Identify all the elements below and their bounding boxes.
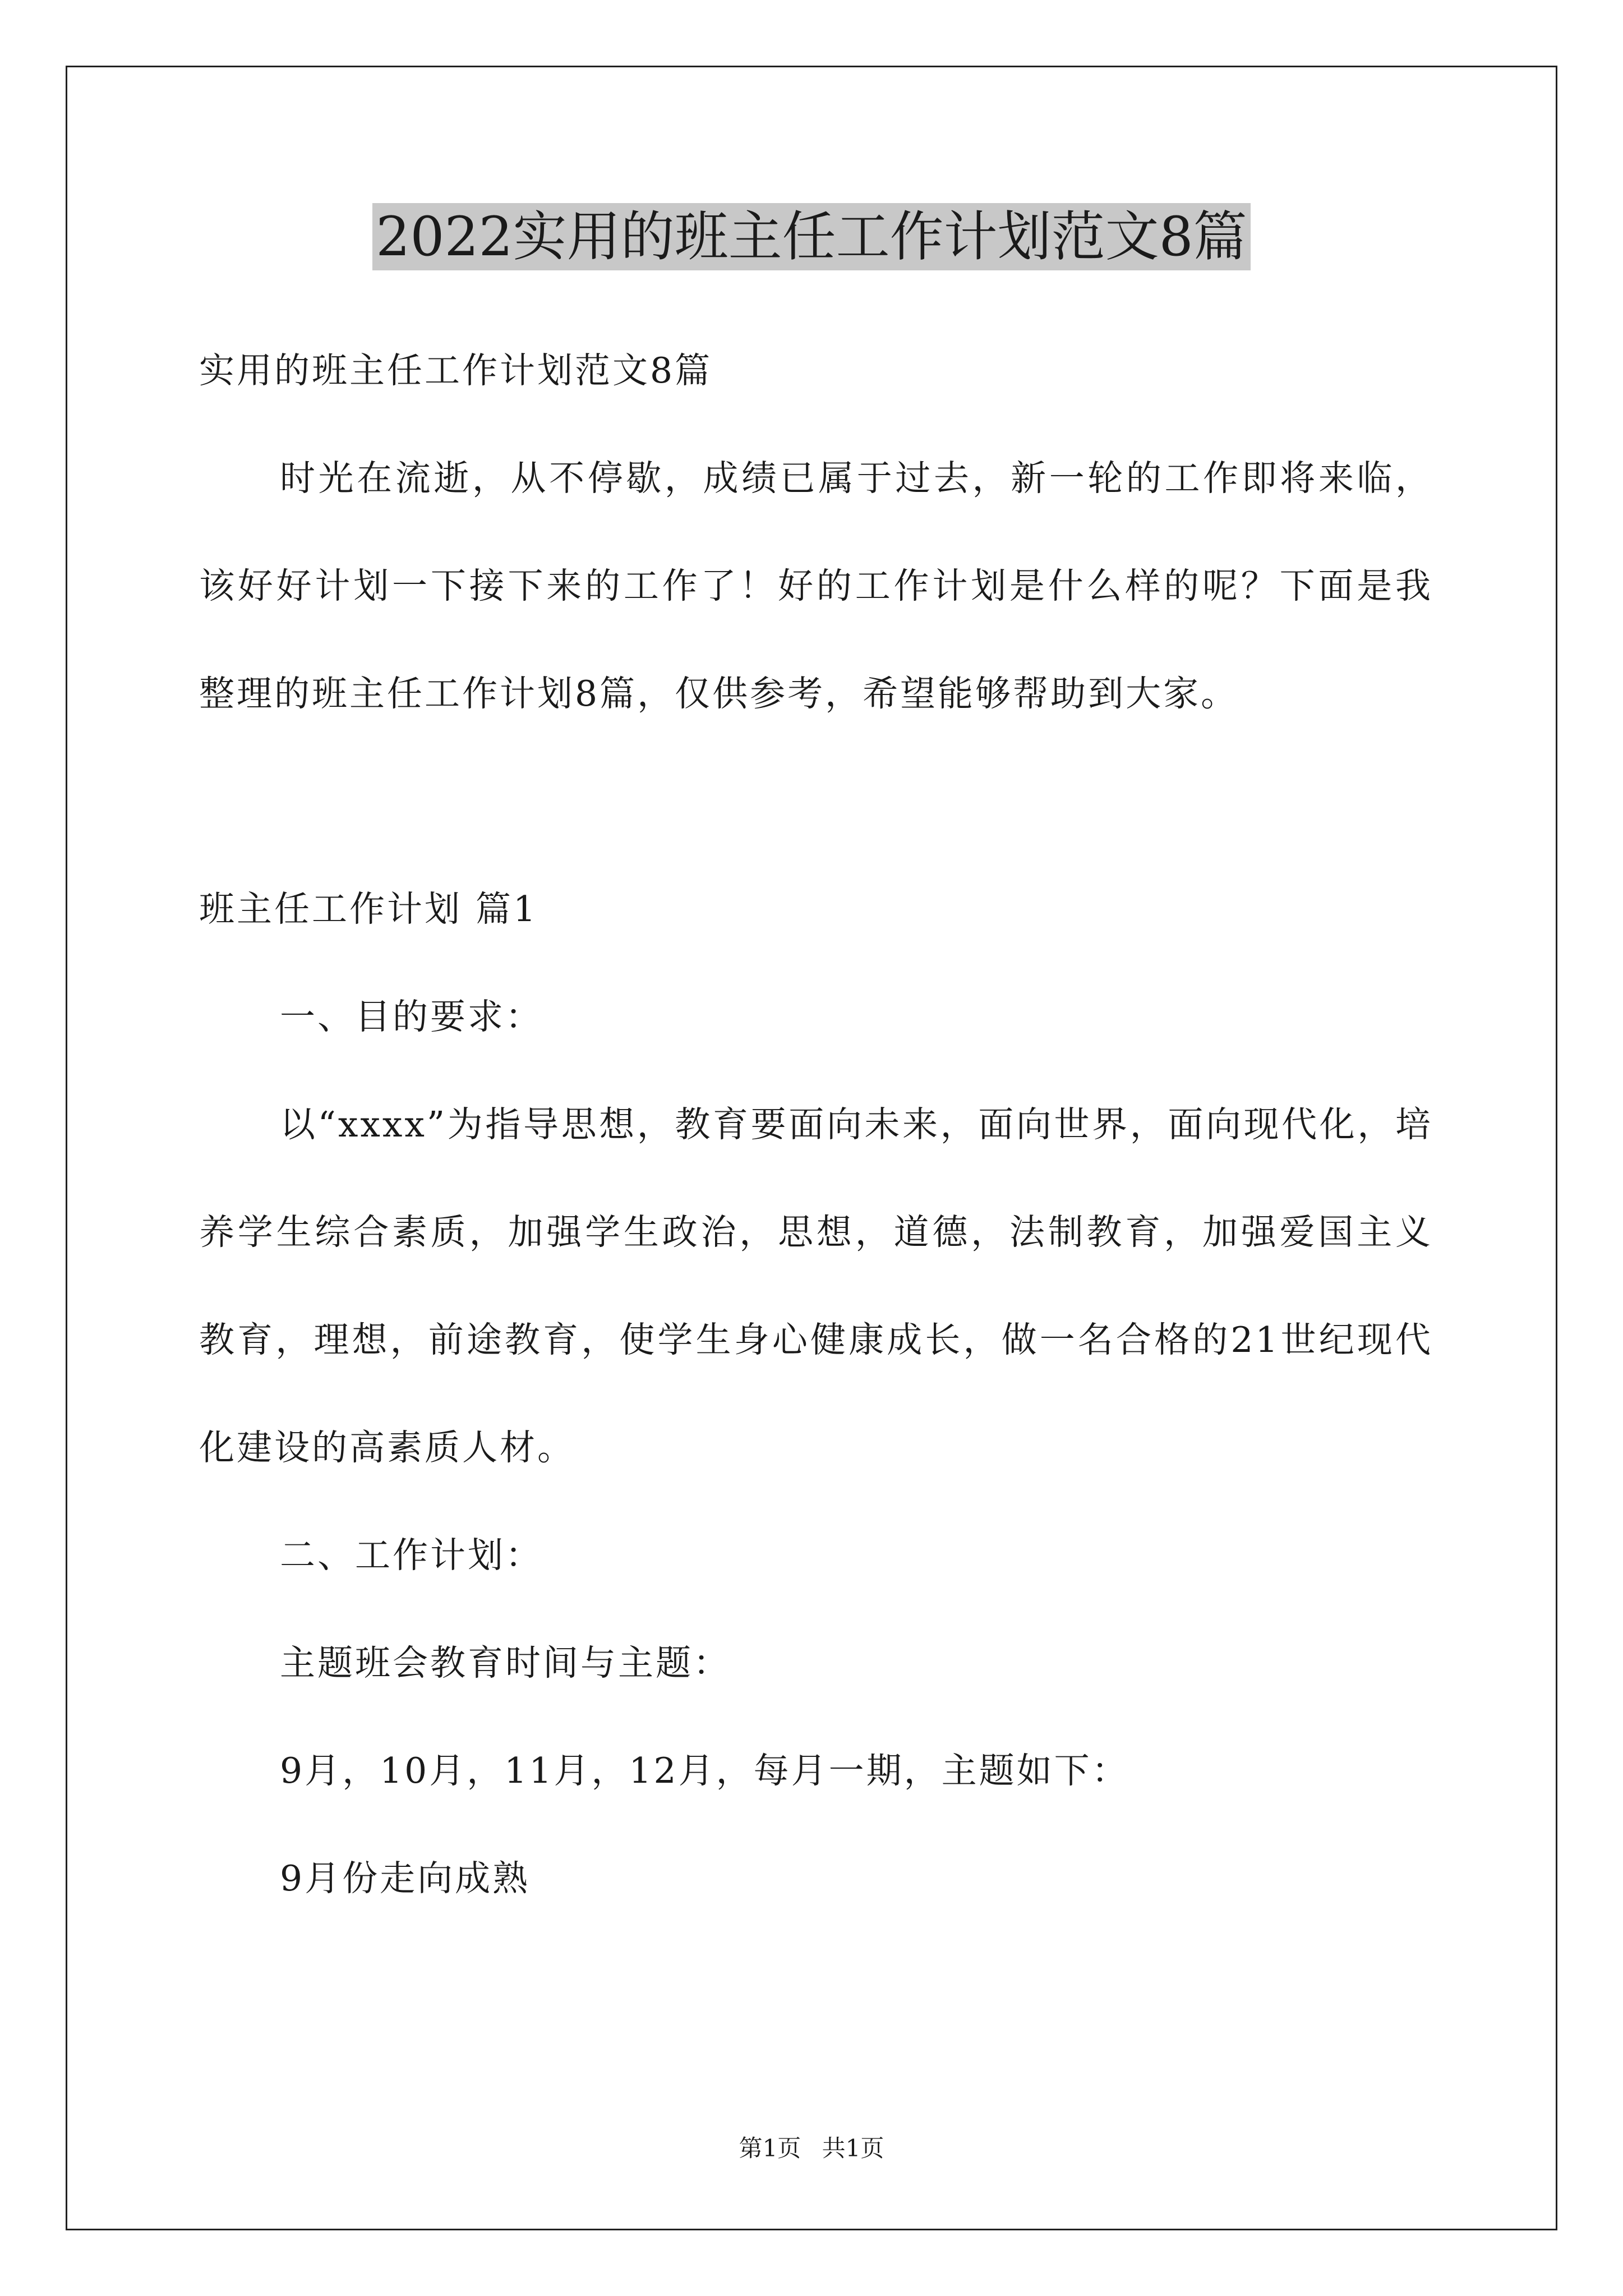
page-number: 第1页 [739, 2134, 801, 2162]
intro-paragraph: 时光在流逝，从不停歇，成绩已属于过去，新一轮的工作即将来临，该好好计划一下接下来的工作了！好的工作计划是什么样的呢？下面是我整理的班主任工作计划8篇，仅供参考，希望能够帮助到大家。 [199, 458, 1433, 714]
section-heading: 班主任工作计划 篇1 [199, 889, 538, 930]
subheading-purpose: 一、目的要求： [280, 996, 543, 1037]
subtitle-paragraph: 实用的班主任工作计划范文8篇 [199, 350, 713, 391]
page-footer [0, 2132, 1623, 2165]
plan-paragraph-1: 主题班会教育时间与主题： [280, 1642, 731, 1683]
subheading-plan: 二、工作计划： [280, 1535, 543, 1576]
paragraph-gap [199, 748, 1433, 855]
page-total: 共1页 [822, 2134, 884, 2162]
plan-paragraph-3: 9月份走向成熟 [280, 1858, 531, 1899]
document-body [199, 317, 1433, 1932]
purpose-paragraph: 以“xxxx”为指导思想，教育要面向未来，面向世界，面向现代化，培养学生综合素质，加强学生政治，思想，道德，法制教育，加强爱国主义教育，理想，前途教育，使学生身心健康成长，做一名合格的21世纪现代化建设的高素质人材。 [199, 1104, 1433, 1468]
document-title [0, 203, 1623, 270]
document-title-text: 2022实用的班主任工作计划范文8篇 [372, 203, 1250, 270]
plan-paragraph-2: 9月，10月，11月，12月，每月一期，主题如下： [280, 1750, 1129, 1791]
